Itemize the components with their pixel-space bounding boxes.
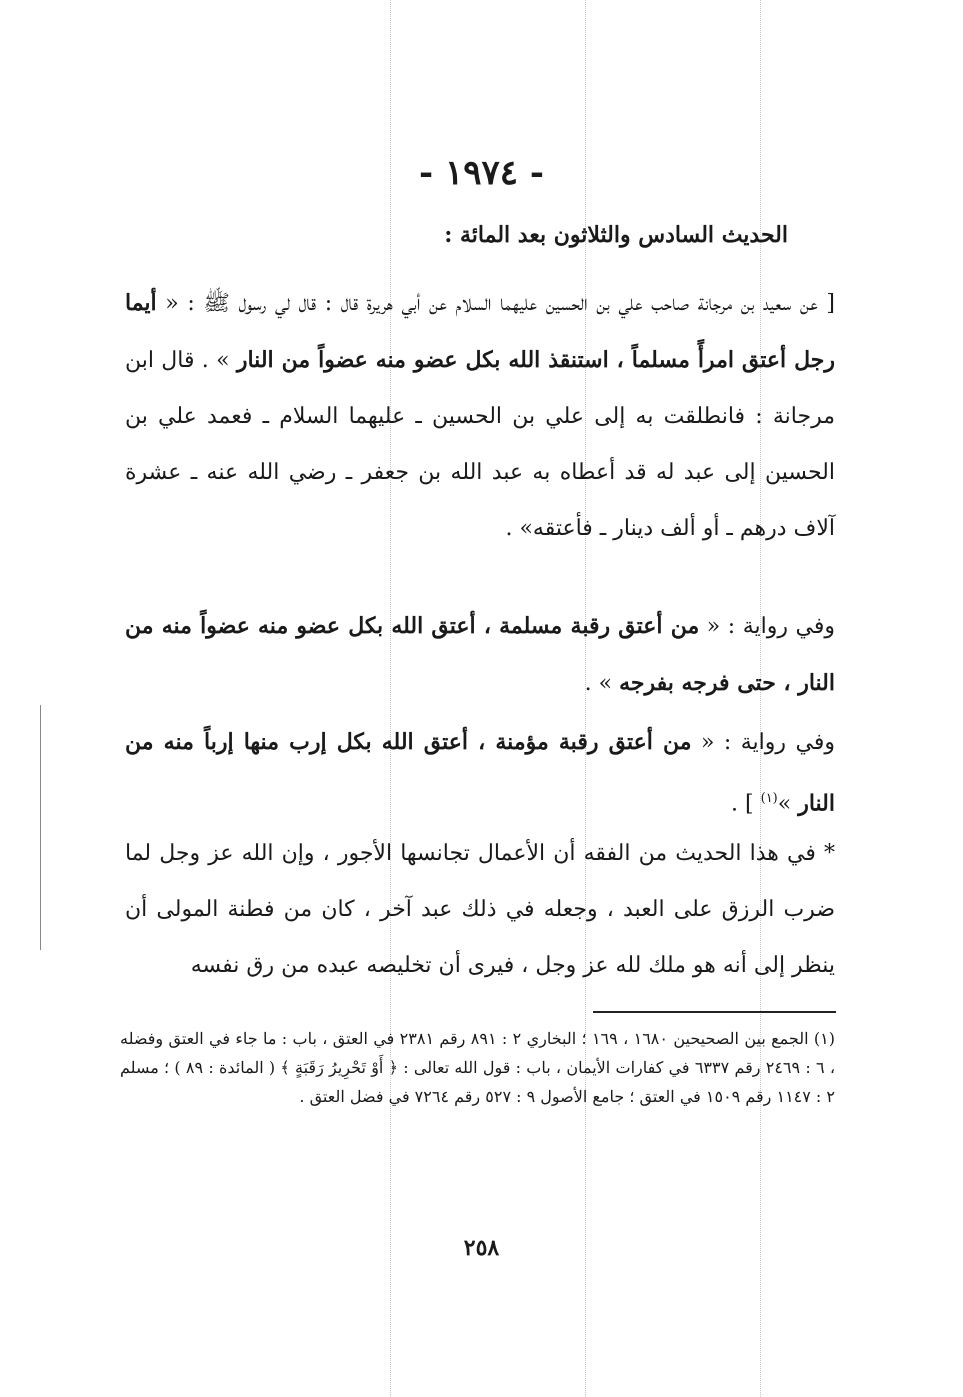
footnote: (١) الجمع بين الصحيحين ١٦٨٠ ، ١٦٩ ؛ البخاري ٢ : ٨٩١ رقم ٢٣٨١ في العتق ، باب : ما جاء في العتق وفضله ، ٦ : ٢٤٦٩ رقم ٦٣٣٧ في كفارات الأيمان ، باب : قول الله تعالى : ﴿ أَوْ تَحْرِيرُ رَقَبَةٍ ﴾ ( المائدة : ٨٩ ) ؛ مسلم ٢ : ١١٤٧ رقم ١٥٠٩ في العتق ؛ جامع الأصول ٩ : ٥٢٧ رقم ٧٢٦٤ في فضل العتق . [120,1029,836,1106]
text-segment: » [777,791,792,817]
hadith-quote: من أعتق رقبة مسلمة ، أعتق الله بكل عضو منه عضواً منه من النار ، حتى فرجه بفرجه [125,613,835,696]
section-title: الحديث السادس والثلاثون بعد المائة : [444,222,788,248]
text-segment: » . [584,671,613,696]
text-segment: ] . [731,791,761,817]
text-segment: [ عن سعيد بن مرجانة صاحب علي بن الحسين عليهما السلام عن أبي هريرة قال : قال لي رسول ﷺ : « [165,291,835,316]
hadith-quote: من أعتق رقبة مؤمنة ، أعتق الله بكل إرب منها إرباً منه من النار [125,729,835,817]
hadith-quote: أيما رجل أعتق امرأً مسلماً ، استنقذ الله بكل عضو منه عضواً من النار [125,290,836,373]
text-segment: » . قال ابن مرجانة : فانطلقت به إلى علي بن الحسين ـ عليهما السلام ـ فعمد علي بن الحسين إلى عبد له قد أعطاه به عبد الله بن جعفر ـ رضي الله عنه ـ عشرة آلاف درهم ـ أو ألف دينار ـ فأعتقه» . [125,348,835,541]
page-number: ٢٥٨ [463,1235,500,1261]
paragraph-hadith-text [125,275,835,557]
paragraph-commentary: * في هذا الحديث من الفقه أن الأعمال تجانسها الأجور ، وإن الله عز وجل لما ضرب الرزق على العبد ، وجعله في ذلك عبد آخر ، كان من فطنة المولى أن ينظر إلى أنه هو ملك لله عز وجل ، فيرى أن تخليصه عبده من رق نفسه [125,841,835,978]
text-segment: وفي رواية : « [706,614,835,639]
paragraph-riwaya-2 [125,714,835,832]
scan-artifact-line [40,705,41,950]
footnote-divider [593,1011,836,1013]
paragraph-riwaya-1 [125,598,835,712]
text-segment: وفي رواية : « [700,730,835,755]
footnote-ref: (١) [760,791,778,806]
hadith-number-heading: - ١٩٧٤ - [419,153,544,193]
